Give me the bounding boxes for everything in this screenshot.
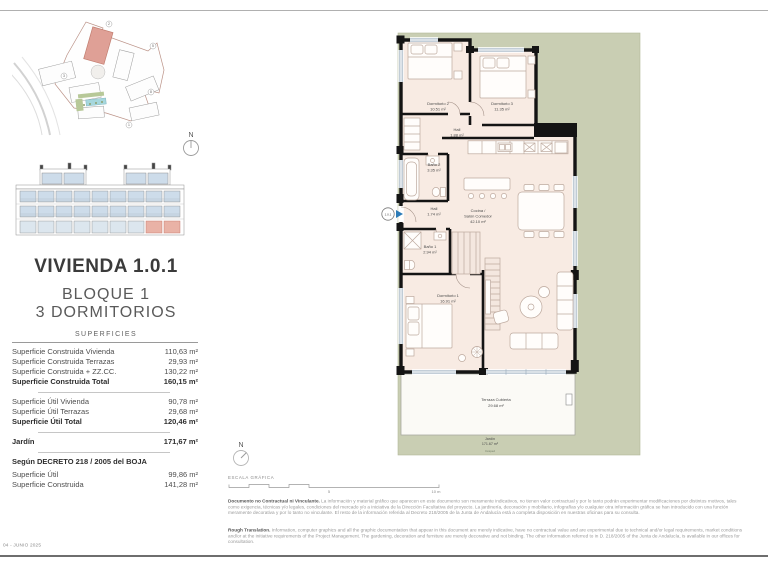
room-name: Salón Comedor xyxy=(464,213,492,219)
footer-date: 04 - JUNIO 2025 xyxy=(3,542,42,548)
table-separator xyxy=(38,452,170,453)
disclaimer-en-lead: Rough Translation. xyxy=(228,527,271,533)
table-row: Superficie Construida Terrazas 29,93 m² xyxy=(12,357,198,366)
site-plan xyxy=(12,13,188,137)
scale-bar-line xyxy=(229,485,439,488)
room-area: 42.10 m² xyxy=(470,218,486,224)
block-number: 1 xyxy=(128,123,130,128)
room-area: 16.91 m² xyxy=(440,298,456,304)
room-name: Dormitorio 1 xyxy=(437,293,459,298)
table-row: Superficie Construida 141,28 m² xyxy=(12,480,198,489)
room-name: Baño 1 xyxy=(423,244,437,249)
table-separator xyxy=(38,432,170,433)
room-area: 1.74 m² xyxy=(427,211,441,217)
table-separator xyxy=(38,392,170,393)
room-name: Cocina / xyxy=(470,208,486,213)
type-subtitle: 3 DORMITORIOS xyxy=(35,304,177,321)
table-row: Superficie Construida Vivienda 110,63 m² xyxy=(12,347,198,356)
table-row-total: Superficie Útil Total 120,46 m² xyxy=(12,417,198,426)
room-name: Hall xyxy=(453,127,461,132)
north-compass-site xyxy=(176,128,206,160)
block-number: 3 xyxy=(63,74,65,79)
unit-title: VIVIENDA 1.0.1 xyxy=(34,256,178,277)
decree-heading: Según DECRETO 218 / 2005 del BOJA xyxy=(12,457,147,466)
graphic-scale xyxy=(228,474,450,494)
room-name: Dormitorio 3 xyxy=(491,101,513,106)
north-label: N xyxy=(188,132,194,139)
highlighted-unit-window xyxy=(164,221,180,233)
block-number: 2 xyxy=(108,22,110,27)
table-row: Superficie Útil 99,86 m² xyxy=(12,470,198,479)
floor-plan xyxy=(378,26,644,460)
disclaimer-en-text: Information, computer graphics and all the graphic documentation that appear in this document are merely indicative, have no contractual value and are experimental due to technical and/or legal requirements, market conditions and/or at the initiative requirements of the Project Management. The gardening, decoration and furniture are merely decorative and not binding. The other information referred to in D. 218/2005 of the Junta de Andalucía, is available in our offices for consultation. xyxy=(228,527,743,545)
north-compass-plan xyxy=(227,438,257,470)
room-name: Hall xyxy=(430,206,438,211)
block-subtitle: BLOQUE 1 xyxy=(61,286,151,303)
table-row-garden: Jardín 171,67 m² xyxy=(12,437,198,446)
garden-surface-note: Césped xyxy=(485,449,495,453)
disclaimer-es-text: La información y material gráfico que aparecen en este documento son meramente indicativos, no tienen valor contractual y por lo tanto podrán experimentar modificaciones por distintos motivos, tales como exigencia, técnicas y/o legales, condiciones del mercado y/o a iniciativa de la Dirección Facultativa del proyecto. La jardinería, decoración y mobiliario, infografías y/o cualquier otra información gráfica se han introducido con una función meramente decorativa y por lo tanto no vinculante. El resto de la información referida al Decreto 218/2005 de la Junta de Andalucía está a completa disposición en nuestras oficinas para su consulta. xyxy=(228,498,737,516)
top-rule xyxy=(0,10,768,11)
block-number: 8 xyxy=(150,90,152,95)
bottom-rule xyxy=(0,555,768,557)
room-area: 10.51 m² xyxy=(430,106,446,112)
room-area: 3.35 m² xyxy=(427,167,441,173)
room-name: Dormitorio 2 xyxy=(427,101,449,106)
block-number: 5 xyxy=(152,44,154,49)
surfaces-table xyxy=(12,347,198,490)
scale-title: ESCALA GRÁFICA xyxy=(228,475,275,480)
unit-marker-label: 1.0.1 xyxy=(384,212,392,217)
scale-end-label: 10 m xyxy=(431,489,441,494)
garden-name: Jardín xyxy=(485,437,495,441)
table-row: Superficie Útil Terrazas 29,68 m² xyxy=(12,407,198,416)
room-area: 29.68 m² xyxy=(488,402,504,408)
room-area: 11.35 m² xyxy=(494,106,510,112)
building-elevation xyxy=(8,161,192,239)
room-name: Baño 2 xyxy=(427,162,441,167)
room-area: 1.88 m² xyxy=(450,132,464,138)
scale-mid-label: 5 xyxy=(327,489,331,494)
table-row-total: Superficie Construida Total 160,15 m² xyxy=(12,377,198,386)
north-label: N xyxy=(238,442,244,449)
table-row: Superficie Construida + ZZ.CC. 130,22 m² xyxy=(12,367,198,376)
table-row: Superficie Útil Vivienda 90,78 m² xyxy=(12,397,198,406)
disclaimer-es-lead: Documento no Contractual ni Vinculante. xyxy=(228,498,320,504)
room-area: 2.94 m² xyxy=(423,249,437,255)
surfaces-heading: SUPERFICIES xyxy=(74,331,138,338)
highlighted-unit-window xyxy=(146,221,162,233)
room-name: Terraza Cubierta xyxy=(481,397,511,402)
garden-area-label: 171.67 m² xyxy=(481,441,499,446)
surfaces-rule xyxy=(12,342,198,343)
